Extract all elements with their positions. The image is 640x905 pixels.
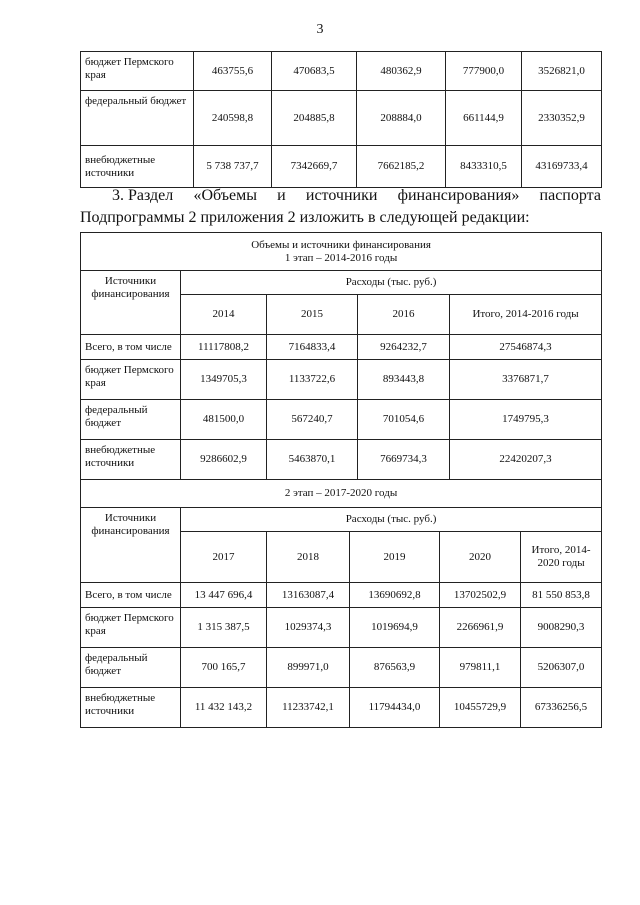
year-header: 2016	[358, 295, 450, 335]
table-cell: 7342669,7	[272, 146, 357, 188]
table-row	[81, 360, 602, 400]
table-cell: 470683,5	[272, 52, 357, 91]
year-header: 2017	[181, 532, 267, 583]
year-header: 2014	[181, 295, 267, 335]
table-row	[81, 440, 602, 480]
table-cell: 5 738 737,7	[194, 146, 272, 188]
table-cell: 463755,6	[194, 52, 272, 91]
table-cell: 876563,9	[350, 648, 440, 688]
table-cell: 1019694,9	[350, 608, 440, 648]
table-cell: 11233742,1	[267, 688, 350, 728]
table-cell: 11 432 143,2	[181, 688, 267, 728]
row-label: бюджет Пермского края	[81, 52, 194, 91]
table-cell: 13690692,8	[350, 583, 440, 608]
row-label: Всего, в том числе	[81, 583, 181, 608]
year-header: Итого, 2014-2016 годы	[450, 295, 602, 335]
table-row	[81, 688, 602, 728]
table-cell: 979811,1	[440, 648, 521, 688]
header-row	[81, 508, 602, 532]
table-cell: 2330352,9	[522, 91, 602, 146]
table-cell: 81 550 853,8	[521, 583, 602, 608]
table-cell: 8433310,5	[446, 146, 522, 188]
table-cell: 3526821,0	[522, 52, 602, 91]
stage2-title: 2 этап – 2017-2020 годы	[81, 480, 602, 508]
table-cell: 13 447 696,4	[181, 583, 267, 608]
table-cell: 5206307,0	[521, 648, 602, 688]
row-label: Всего, в том числе	[81, 335, 181, 360]
table-cell: 7164833,4	[267, 335, 358, 360]
paragraph-line: Подпрограммы 2 приложения 2 изложить в следующей редакции:	[80, 209, 530, 226]
paragraph-word: и	[277, 187, 286, 204]
year-header: Итого, 2014-2020 годы	[521, 532, 602, 583]
year-header: 2019	[350, 532, 440, 583]
table-cell: 9008290,3	[521, 608, 602, 648]
expenses-header: Расходы (тыс. руб.)	[181, 271, 602, 295]
header-row	[81, 271, 602, 295]
row-label: федеральный бюджет	[81, 648, 181, 688]
table-cell: 661144,9	[446, 91, 522, 146]
table-cell: 11794434,0	[350, 688, 440, 728]
page-number: 3	[316, 22, 324, 37]
table-row	[81, 648, 602, 688]
table-cell: 22420207,3	[450, 440, 602, 480]
row-label: бюджет Пермского края	[81, 608, 181, 648]
table-title-line: Объемы и источники финансирования	[251, 238, 431, 251]
paragraph-word: «Объемы	[193, 187, 257, 204]
row-label: внебюджетные источники	[81, 440, 181, 480]
row-label: внебюджетные источники	[81, 688, 181, 728]
row-label: федеральный бюджет	[81, 91, 194, 146]
table-cell: 240598,8	[194, 91, 272, 146]
table-cell: 5463870,1	[267, 440, 358, 480]
table-row	[81, 146, 602, 188]
year-header: 2018	[267, 532, 350, 583]
table-cell: 208884,0	[357, 91, 446, 146]
paragraph-word: 3. Раздел	[112, 187, 174, 204]
table-cell: 700 165,7	[181, 648, 267, 688]
funding-table	[80, 232, 602, 728]
table-cell: 3376871,7	[450, 360, 602, 400]
table-cell: 1349705,3	[181, 360, 267, 400]
table-row	[81, 335, 602, 360]
table-title	[81, 233, 602, 271]
table-cell: 480362,9	[357, 52, 446, 91]
paragraph-word: финансирования»	[397, 187, 520, 204]
stage1-title: 1 этап – 2014-2016 годы	[284, 251, 398, 264]
year-header: 2020	[440, 532, 521, 583]
table-row	[81, 583, 602, 608]
table-cell: 1133722,6	[267, 360, 358, 400]
table-cell: 1749795,3	[450, 400, 602, 440]
source-header: Источники финансирования	[81, 508, 181, 583]
table-cell: 10455729,9	[440, 688, 521, 728]
table-cell: 481500,0	[181, 400, 267, 440]
table-cell: 7669734,3	[358, 440, 450, 480]
year-header: 2015	[267, 295, 358, 335]
table-cell: 204885,8	[272, 91, 357, 146]
table-cell: 567240,7	[267, 400, 358, 440]
table-row	[81, 91, 602, 146]
expenses-header: Расходы (тыс. руб.)	[181, 508, 602, 532]
paragraph-word: паспорта	[539, 187, 601, 204]
table-cell: 899971,0	[267, 648, 350, 688]
table-title-row	[81, 233, 602, 271]
table-cell: 1029374,3	[267, 608, 350, 648]
table-cell: 43169733,4	[522, 146, 602, 188]
paragraph-word: источники	[305, 187, 378, 204]
table-cell: 1 315 387,5	[181, 608, 267, 648]
source-header: Источники финансирования	[81, 271, 181, 335]
table-cell: 67336256,5	[521, 688, 602, 728]
table-cell: 893443,8	[358, 360, 450, 400]
stage2-title-row	[81, 480, 602, 508]
table-row	[81, 400, 602, 440]
table-cell: 2266961,9	[440, 608, 521, 648]
table-cell: 13702502,9	[440, 583, 521, 608]
table-cell: 9264232,7	[358, 335, 450, 360]
table-cell: 11117808,2	[181, 335, 267, 360]
table-cell: 9286602,9	[181, 440, 267, 480]
row-label: федеральный бюджет	[81, 400, 181, 440]
row-label: бюджет Пермского края	[81, 360, 181, 400]
table-row	[81, 608, 602, 648]
table-cell: 7662185,2	[357, 146, 446, 188]
table-cell: 13163087,4	[267, 583, 350, 608]
table-cell: 701054,6	[358, 400, 450, 440]
top-continuation-table	[80, 51, 602, 188]
row-label: внебюджетные источники	[81, 146, 194, 188]
table-cell: 27546874,3	[450, 335, 602, 360]
section-paragraph	[80, 185, 601, 229]
table-cell: 777900,0	[446, 52, 522, 91]
table-row	[81, 52, 602, 91]
